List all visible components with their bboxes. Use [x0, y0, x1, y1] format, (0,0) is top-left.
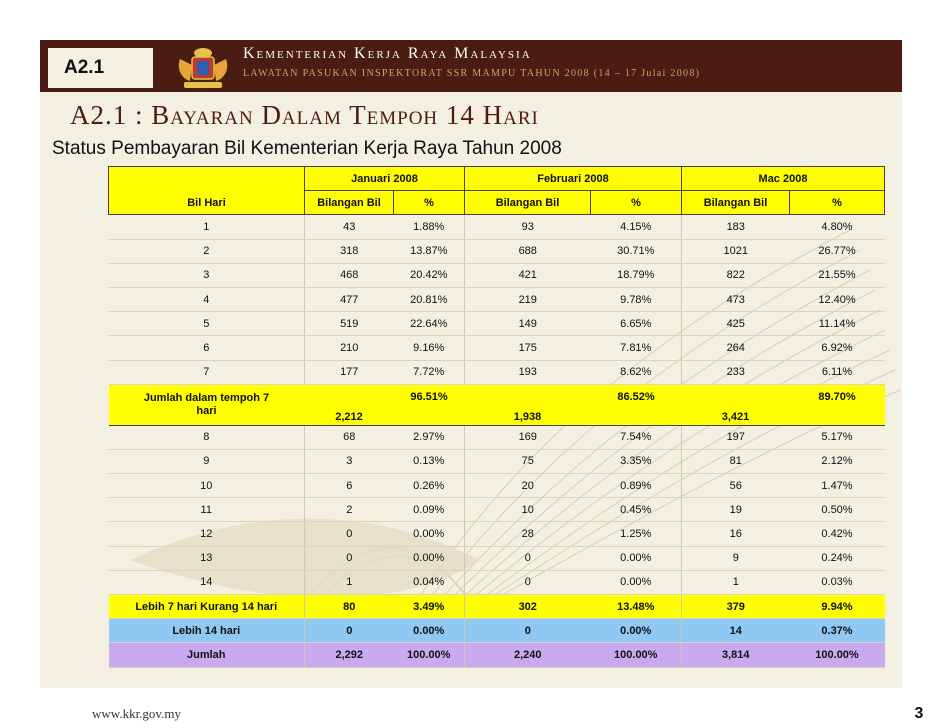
pct-cell: 22.64%: [394, 312, 465, 336]
count-cell: 2: [305, 498, 394, 522]
range-7-14-row: [109, 595, 885, 619]
pct-cell: 0.24%: [790, 546, 885, 570]
count-cell: 0: [465, 546, 591, 570]
pct-cell: 1.88%: [394, 215, 465, 239]
count-cell: 0: [305, 619, 394, 643]
row-label: 13: [109, 546, 305, 570]
count-cell: 175: [465, 336, 591, 360]
page-title: A2.1 : Bayaran Dalam Tempoh 14 Hari: [70, 100, 539, 130]
count-cell: 93: [465, 215, 591, 239]
row-label: 4: [109, 287, 305, 311]
header-pct: %: [790, 191, 885, 215]
row-label: 11: [109, 498, 305, 522]
pct-cell: 18.79%: [591, 263, 682, 287]
count-cell: 177: [305, 360, 394, 384]
table-row: [109, 546, 885, 570]
table-row: [109, 474, 885, 498]
pct-cell: 100.00%: [591, 643, 682, 667]
pct-cell: 26.77%: [790, 239, 885, 263]
pct-cell: 0.00%: [394, 546, 465, 570]
section-code: A2.1: [48, 48, 153, 88]
pct-cell: 1.47%: [790, 474, 885, 498]
pct-cell: 21.55%: [790, 263, 885, 287]
pct-cell: 0.04%: [394, 570, 465, 594]
count-cell: 75: [465, 449, 591, 473]
pct-cell: 0.00%: [394, 522, 465, 546]
count-cell: 3,814: [682, 643, 790, 667]
count-cell: 2,240: [465, 643, 591, 667]
over-14-row: [109, 619, 885, 643]
pct-cell: 6.92%: [790, 336, 885, 360]
header-count: Bilangan Bil: [682, 191, 790, 215]
pct-cell: 0.00%: [591, 546, 682, 570]
pct-cell: 3.49%: [394, 595, 465, 619]
count-cell: 3: [305, 449, 394, 473]
row-label: 6: [109, 336, 305, 360]
table-row: [109, 522, 885, 546]
row-label: 3: [109, 263, 305, 287]
table-row: [109, 498, 885, 522]
pct-cell: 100.00%: [394, 643, 465, 667]
header-count: Bilangan Bil: [465, 191, 591, 215]
count-cell: 0: [305, 546, 394, 570]
count-cell: 233: [682, 360, 790, 384]
pct-cell: 13.87%: [394, 239, 465, 263]
label-line-2: hari: [196, 404, 217, 417]
header-count: Bilangan Bil: [305, 191, 394, 215]
count-cell: 477: [305, 287, 394, 311]
header-pct: %: [394, 191, 465, 215]
row-label: Lebih 14 hari: [109, 619, 305, 643]
count-cell: 43: [305, 215, 394, 239]
count-cell: 193: [465, 360, 591, 384]
count-cell: 473: [682, 287, 790, 311]
pct-cell: 0.45%: [591, 498, 682, 522]
count-cell: 688: [465, 239, 591, 263]
visit-subtitle: LAWATAN PASUKAN INSPEKTORAT SSR MAMPU TAHUN 2008 (14 – 17 Julai 2008): [243, 68, 701, 79]
count-cell: 379: [682, 595, 790, 619]
pct-cell: 0.00%: [591, 619, 682, 643]
count-cell: 9: [682, 546, 790, 570]
count-cell: 0: [305, 522, 394, 546]
row-label: Jumlah: [109, 643, 305, 667]
pct-cell: 0.37%: [790, 619, 885, 643]
count-cell: 6: [305, 474, 394, 498]
count-cell: 210: [305, 336, 394, 360]
count-cell: 302: [465, 595, 591, 619]
payment-table: [108, 166, 885, 668]
count-cell: 81: [682, 449, 790, 473]
count-cell: 149: [465, 312, 591, 336]
month-mar: Mac 2008: [682, 167, 885, 191]
row-label: 5: [109, 312, 305, 336]
total-7-days-row: [109, 384, 885, 425]
pct-cell: 4.80%: [790, 215, 885, 239]
label-line-1: Jumlah dalam tempoh 7: [143, 391, 270, 404]
pct-cell: 3.35%: [591, 449, 682, 473]
header-blank-cell: [109, 167, 305, 191]
table-row: [109, 263, 885, 287]
row-label: Lebih 7 hari Kurang 14 hari: [109, 595, 305, 619]
total-7-days-label: [109, 384, 305, 425]
count-cell: 425: [682, 312, 790, 336]
month-feb: Februari 2008: [465, 167, 682, 191]
table-subtitle: Status Pembayaran Bil Kementerian Kerja Raya Tahun 2008: [52, 138, 562, 159]
month-jan: Januari 2008: [305, 167, 465, 191]
count-cell: 1021: [682, 239, 790, 263]
pct-cell: 5.17%: [790, 425, 885, 449]
pct-cell: 6.65%: [591, 312, 682, 336]
pct-cell: 86.52%: [591, 384, 682, 425]
table-header-columns: [109, 191, 885, 215]
pct-cell: 1.25%: [591, 522, 682, 546]
header-bil-hari: Bil Hari: [109, 191, 305, 215]
pct-cell: 13.48%: [591, 595, 682, 619]
pct-cell: 100.00%: [790, 643, 885, 667]
table-row: [109, 360, 885, 384]
count-cell: 421: [465, 263, 591, 287]
pct-cell: 0.13%: [394, 449, 465, 473]
pct-cell: 0.26%: [394, 474, 465, 498]
count-cell: 183: [682, 215, 790, 239]
count-cell: 318: [305, 239, 394, 263]
pct-cell: 0.50%: [790, 498, 885, 522]
count-cell: 80: [305, 595, 394, 619]
row-label: 10: [109, 474, 305, 498]
table-row: [109, 570, 885, 594]
pct-cell: 96.51%: [394, 384, 465, 425]
row-label: 2: [109, 239, 305, 263]
slide: [40, 40, 924, 722]
pct-cell: 9.94%: [790, 595, 885, 619]
pct-cell: 7.72%: [394, 360, 465, 384]
header-pct: %: [591, 191, 682, 215]
pct-cell: 2.12%: [790, 449, 885, 473]
count-cell: 0: [465, 619, 591, 643]
pct-cell: 0.00%: [591, 570, 682, 594]
pct-cell: 8.62%: [591, 360, 682, 384]
coat-of-arms-icon: [174, 43, 232, 91]
page-number: 3: [914, 705, 924, 722]
pct-cell: 0.42%: [790, 522, 885, 546]
count-cell: 16: [682, 522, 790, 546]
count-cell: 0: [465, 570, 591, 594]
table-row: [109, 336, 885, 360]
count-cell: 169: [465, 425, 591, 449]
count-cell: 519: [305, 312, 394, 336]
count-cell: 468: [305, 263, 394, 287]
count-cell: 68: [305, 425, 394, 449]
pct-cell: 0.03%: [790, 570, 885, 594]
count-cell: 264: [682, 336, 790, 360]
pct-cell: 0.09%: [394, 498, 465, 522]
pct-cell: 7.81%: [591, 336, 682, 360]
pct-cell: 0.00%: [394, 619, 465, 643]
table-row: [109, 239, 885, 263]
count-cell: 28: [465, 522, 591, 546]
table-row: [109, 287, 885, 311]
pct-cell: 11.14%: [790, 312, 885, 336]
table-row: [109, 215, 885, 239]
pct-cell: 20.81%: [394, 287, 465, 311]
pct-cell: 89.70%: [790, 384, 885, 425]
total-row: [109, 643, 885, 667]
count-cell: 3,421: [682, 384, 790, 425]
pct-cell: 9.16%: [394, 336, 465, 360]
count-cell: 1: [682, 570, 790, 594]
row-label: 8: [109, 425, 305, 449]
count-cell: 197: [682, 425, 790, 449]
pct-cell: 4.15%: [591, 215, 682, 239]
count-cell: 822: [682, 263, 790, 287]
row-label: 12: [109, 522, 305, 546]
table-row: [109, 312, 885, 336]
ministry-name: Kementerian Kerja Raya Malaysia: [243, 45, 532, 62]
count-cell: 10: [465, 498, 591, 522]
pct-cell: 30.71%: [591, 239, 682, 263]
count-cell: 219: [465, 287, 591, 311]
row-label: 7: [109, 360, 305, 384]
pct-cell: 9.78%: [591, 287, 682, 311]
pct-cell: 12.40%: [790, 287, 885, 311]
row-label: 14: [109, 570, 305, 594]
pct-cell: 20.42%: [394, 263, 465, 287]
table-header-months: [109, 167, 885, 191]
count-cell: 56: [682, 474, 790, 498]
pct-cell: 6.11%: [790, 360, 885, 384]
count-cell: 1,938: [465, 384, 591, 425]
table-row: [109, 425, 885, 449]
row-label: 9: [109, 449, 305, 473]
count-cell: 1: [305, 570, 394, 594]
pct-cell: 2.97%: [394, 425, 465, 449]
footer-url: www.kkr.gov.my: [92, 706, 181, 721]
pct-cell: 0.89%: [591, 474, 682, 498]
pct-cell: 7.54%: [591, 425, 682, 449]
table-row: [109, 449, 885, 473]
count-cell: 19: [682, 498, 790, 522]
count-cell: 2,292: [305, 643, 394, 667]
count-cell: 2,212: [305, 384, 394, 425]
header-bar: [40, 40, 902, 92]
count-cell: 14: [682, 619, 790, 643]
row-label: 1: [109, 215, 305, 239]
count-cell: 20: [465, 474, 591, 498]
